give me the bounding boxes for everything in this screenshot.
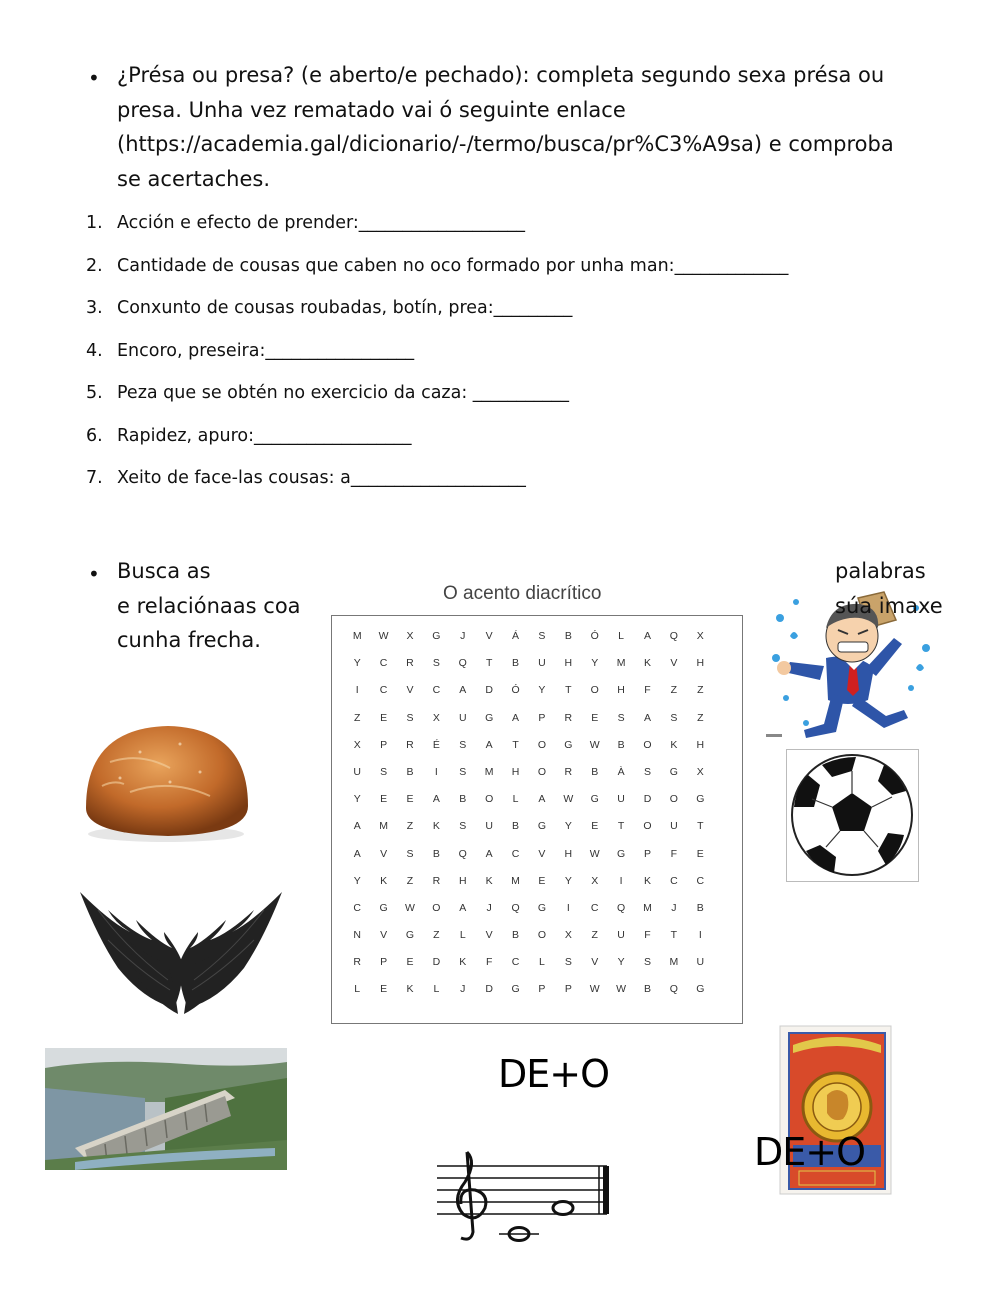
intro-line-2: presa. Unha vez rematado vai ó seguinte enlace bbox=[117, 97, 626, 122]
wordsearch-cell: O bbox=[643, 738, 652, 751]
wordsearch-cell: L bbox=[618, 630, 625, 642]
wordsearch-cell: Q bbox=[617, 901, 626, 914]
wordsearch-cell: T bbox=[485, 657, 493, 670]
question-6 bbox=[86, 419, 886, 462]
wordsearch-cell: E bbox=[406, 956, 414, 969]
wordsearch-cell: U bbox=[353, 765, 361, 778]
wordsearch-cell: A bbox=[459, 684, 467, 697]
wordsearch-cell: W bbox=[589, 983, 600, 996]
wordsearch-row bbox=[344, 982, 713, 1009]
wordsearch-cell: Y bbox=[353, 874, 361, 887]
wordsearch-cell: B bbox=[696, 901, 704, 914]
wordsearch-cell: J bbox=[460, 983, 466, 996]
wordsearch-cell: X bbox=[591, 874, 599, 887]
wordsearch-cell: G bbox=[564, 738, 573, 751]
wordsearch-cell: V bbox=[485, 630, 493, 642]
question-number: 5. bbox=[86, 383, 103, 403]
wordsearch-cell: P bbox=[643, 847, 651, 860]
wordsearch-row bbox=[344, 874, 713, 901]
wings-image bbox=[78, 890, 284, 1026]
instruction-line-2: e relaciónaas coa bbox=[117, 593, 301, 618]
wordsearch-cell: R bbox=[353, 956, 361, 969]
wordsearch-cell: J bbox=[460, 630, 466, 642]
wordsearch-cell: S bbox=[406, 847, 414, 860]
wordsearch-cell: B bbox=[643, 983, 651, 996]
wordsearch-cell: Z bbox=[433, 929, 440, 942]
wordsearch-row bbox=[344, 792, 713, 819]
wordsearch-cell: E bbox=[380, 983, 388, 996]
wordsearch-cell: V bbox=[406, 684, 414, 697]
wordsearch-cell: L bbox=[539, 956, 545, 969]
wordsearch-cell: E bbox=[591, 820, 599, 833]
wordsearch-cell: B bbox=[617, 738, 625, 751]
question-7 bbox=[86, 461, 886, 504]
wordsearch-cell: X bbox=[564, 929, 572, 942]
wordsearch-cell: Á bbox=[512, 630, 520, 642]
wordsearch-cell: A bbox=[353, 820, 361, 833]
instruction-line-1: Busca as bbox=[117, 559, 211, 583]
wordsearch-cell: S bbox=[564, 956, 572, 969]
wordsearch-row bbox=[344, 819, 713, 846]
wordsearch-cell: C bbox=[379, 684, 388, 697]
wordsearch-cell: P bbox=[538, 983, 546, 996]
wordsearch-cell: S bbox=[406, 711, 414, 724]
wordsearch-cell: G bbox=[617, 847, 626, 860]
wordsearch-cell: X bbox=[353, 738, 361, 751]
wordsearch-cell: W bbox=[589, 847, 600, 860]
wordsearch-cell: E bbox=[591, 711, 599, 724]
wordsearch-cell: H bbox=[696, 738, 705, 751]
wordsearch-cell: T bbox=[670, 929, 678, 942]
wordsearch-cell: Y bbox=[538, 684, 546, 697]
wordsearch-cell: O bbox=[537, 738, 547, 751]
wordsearch-cell: S bbox=[459, 738, 467, 751]
wordsearch-cell: Z bbox=[697, 711, 704, 724]
wordsearch-cell: H bbox=[564, 847, 573, 860]
wordsearch-cell: U bbox=[458, 711, 467, 724]
wordsearch-cell: D bbox=[643, 793, 652, 806]
instruction-right bbox=[835, 554, 943, 623]
wordsearch-cell: T bbox=[697, 820, 704, 833]
wordsearch-cell: Y bbox=[617, 956, 625, 969]
wordsearch-cell: G bbox=[379, 901, 388, 914]
wordsearch-cell: D bbox=[485, 983, 493, 996]
wordsearch-cell: A bbox=[538, 793, 546, 806]
wordsearch-cell: W bbox=[563, 793, 574, 806]
wordsearch-cell: G bbox=[537, 901, 547, 914]
wordsearch-cell: I bbox=[698, 929, 702, 942]
instruction-right-line-1: palabras bbox=[835, 559, 926, 583]
wordsearch-cell: C bbox=[511, 847, 520, 860]
question-list bbox=[86, 206, 886, 504]
wordsearch-cell: A bbox=[512, 711, 520, 724]
wordsearch-cell: O bbox=[432, 901, 441, 914]
wordsearch-cell: C bbox=[590, 901, 599, 914]
question-text: Xeito de face-las cousas: a____________________ bbox=[117, 468, 526, 488]
wordsearch-cell: G bbox=[432, 630, 441, 642]
wordsearch-cell: D bbox=[432, 956, 441, 969]
wordsearch-cell: V bbox=[485, 929, 493, 942]
question-3 bbox=[86, 291, 886, 334]
wordsearch-cell: V bbox=[380, 929, 388, 942]
wordsearch-cell: J bbox=[486, 901, 492, 914]
wordsearch-cell: C bbox=[432, 684, 441, 697]
wordsearch-cell: G bbox=[590, 793, 599, 806]
wordsearch-cell: B bbox=[459, 793, 467, 806]
wordsearch-cell: L bbox=[459, 929, 466, 942]
question-4 bbox=[86, 334, 886, 377]
wordsearch-cell: C bbox=[511, 956, 520, 969]
wordsearch-cell: O bbox=[537, 765, 547, 778]
wordsearch-cell: K bbox=[643, 657, 651, 670]
instruction-line-3: cunha frecha. bbox=[117, 628, 261, 652]
wordsearch-cell: O bbox=[643, 820, 652, 833]
wordsearch-cell: G bbox=[511, 983, 520, 996]
wordsearch-cell: E bbox=[380, 793, 388, 806]
wordsearch-cell: M bbox=[484, 765, 494, 778]
wordsearch-cell: Z bbox=[353, 711, 361, 724]
wordsearch-cell: A bbox=[643, 630, 651, 642]
wordsearch-cell: I bbox=[355, 684, 359, 697]
wordsearch-cell: A bbox=[643, 711, 651, 724]
wordsearch-cell: L bbox=[512, 793, 519, 806]
bread-image bbox=[80, 722, 252, 844]
wordsearch-cell: Ó bbox=[511, 684, 520, 697]
wordsearch-cell: K bbox=[643, 874, 651, 887]
wordsearch-cell: S bbox=[380, 765, 388, 778]
question-1 bbox=[86, 206, 886, 249]
wordsearch-cell: R bbox=[406, 738, 414, 751]
wordsearch-cell: U bbox=[538, 657, 546, 670]
wordsearch-cell: U bbox=[617, 929, 625, 942]
wordsearch-cell: Y bbox=[353, 793, 361, 806]
wordsearch-cell: K bbox=[670, 738, 678, 751]
wordsearch-cell: G bbox=[669, 765, 678, 778]
wordsearch-cell: Z bbox=[697, 684, 704, 697]
wordsearch-cell: D bbox=[485, 684, 493, 697]
wordsearch-row bbox=[344, 629, 713, 656]
wordsearch-cell: Y bbox=[353, 657, 361, 670]
wordsearch-cell: Y bbox=[564, 874, 572, 887]
instruction-right-line-2: súa imaxe bbox=[835, 593, 943, 618]
wordsearch-title: O acento diacrítico bbox=[443, 583, 602, 604]
question-number: 4. bbox=[86, 340, 103, 361]
wordsearch-cell: N bbox=[353, 929, 361, 942]
wordsearch-cell: P bbox=[538, 711, 546, 724]
wordsearch-cell: W bbox=[589, 738, 600, 751]
wordsearch-cell: K bbox=[380, 874, 388, 887]
wordsearch-cell: B bbox=[512, 657, 520, 670]
wordsearch-cell: F bbox=[485, 956, 493, 969]
wordsearch-cell: X bbox=[432, 711, 440, 724]
wordsearch-cell: X bbox=[696, 630, 704, 642]
wordsearch-cell: P bbox=[380, 738, 388, 751]
wordsearch-cell: F bbox=[644, 684, 651, 697]
wordsearch-cell: Q bbox=[669, 630, 678, 642]
question-text: Encoro, preseira:_________________ bbox=[117, 340, 415, 361]
wordsearch-cell: O bbox=[485, 793, 494, 806]
wordsearch-cell: G bbox=[696, 983, 705, 996]
question-text: Cantidade de cousas que caben no oco formado por unha man:_____________ bbox=[117, 255, 789, 276]
intro-line-1: ¿Présa ou presa? (e aberto/e pechado): completa segundo sexa présa ou bbox=[117, 63, 885, 87]
wordsearch-cell: M bbox=[379, 820, 388, 833]
wordsearch-cell: Q bbox=[458, 847, 467, 860]
wordsearch-cell: T bbox=[565, 684, 572, 697]
wordsearch-cell: I bbox=[566, 901, 570, 914]
wordsearch-cell: S bbox=[643, 765, 651, 778]
wordsearch-cell: B bbox=[512, 820, 520, 833]
wordsearch-cell: O bbox=[537, 929, 547, 942]
wordsearch-cell: Y bbox=[591, 657, 599, 670]
wordsearch-row bbox=[344, 683, 713, 710]
wordsearch-cell: R bbox=[564, 765, 573, 778]
intro-line-4: se acertaches. bbox=[117, 166, 270, 191]
wordsearch-cell: C bbox=[353, 901, 361, 914]
wordsearch-cell: G bbox=[696, 793, 705, 806]
wordsearch-cell: S bbox=[617, 711, 625, 724]
wordsearch-cell: C bbox=[696, 874, 705, 887]
question-text: Conxunto de cousas roubadas, botín, prea:_________ bbox=[117, 298, 573, 318]
wordsearch-grid bbox=[344, 629, 713, 1010]
wordsearch-cell: V bbox=[538, 847, 546, 860]
question-number: 1. bbox=[86, 213, 103, 233]
wordsearch-cell: T bbox=[512, 738, 519, 751]
wordsearch-cell: M bbox=[616, 657, 626, 670]
wordsearch-cell: Q bbox=[511, 901, 520, 914]
deo-clue-center: DE+O bbox=[498, 1052, 610, 1096]
wordsearch-cell: C bbox=[379, 657, 388, 670]
wordsearch-cell: W bbox=[616, 983, 627, 996]
bullet-1: • bbox=[88, 66, 100, 90]
question-2 bbox=[86, 249, 886, 292]
wordsearch-cell: V bbox=[591, 956, 599, 969]
wordsearch-cell: F bbox=[670, 847, 678, 860]
wordsearch-cell: H bbox=[564, 657, 573, 670]
wordsearch-cell: K bbox=[406, 983, 414, 996]
wordsearch-cell: E bbox=[696, 847, 704, 860]
wordsearch-cell: R bbox=[564, 711, 573, 724]
wordsearch-cell: Ó bbox=[590, 630, 599, 642]
wordsearch-cell: A bbox=[459, 901, 467, 914]
wordsearch-cell: H bbox=[511, 765, 520, 778]
wordsearch-row bbox=[344, 955, 713, 982]
wordsearch-cell: Z bbox=[406, 820, 414, 833]
wordsearch-cell: S bbox=[432, 657, 440, 670]
wordsearch-cell: K bbox=[432, 820, 440, 833]
wordsearch-cell: B bbox=[512, 929, 520, 942]
wordsearch-cell: U bbox=[485, 820, 493, 833]
wordsearch-cell: Z bbox=[670, 684, 678, 697]
wordsearch-cell: L bbox=[433, 983, 440, 996]
instruction-left bbox=[117, 554, 301, 658]
wordsearch-cell: Q bbox=[458, 657, 467, 670]
wordsearch-cell: H bbox=[696, 657, 705, 670]
wordsearch-cell: S bbox=[670, 711, 678, 724]
wordsearch-cell: A bbox=[353, 847, 361, 860]
wordsearch-cell: Z bbox=[591, 929, 598, 942]
wordsearch-cell: Q bbox=[669, 983, 678, 996]
wordsearch-cell: R bbox=[432, 874, 441, 887]
wordsearch-cell: H bbox=[617, 684, 625, 697]
wordsearch-cell: E bbox=[538, 874, 546, 887]
wordsearch-cell: E bbox=[406, 793, 414, 806]
wordsearch-cell: I bbox=[619, 874, 623, 887]
wordsearch-cell: F bbox=[644, 929, 651, 942]
wordsearch-cell: O bbox=[590, 684, 599, 697]
wordsearch-cell: B bbox=[406, 765, 414, 778]
wordsearch-cell: W bbox=[378, 630, 389, 642]
wordsearch-cell: A bbox=[485, 738, 493, 751]
wordsearch-cell: V bbox=[380, 847, 388, 860]
wordsearch-row bbox=[344, 928, 713, 955]
wordsearch-cell: S bbox=[459, 820, 467, 833]
music-staff-image bbox=[437, 1150, 613, 1242]
dam-image bbox=[45, 1048, 287, 1170]
wordsearch-row bbox=[344, 765, 713, 792]
wordsearch-cell: Y bbox=[564, 820, 572, 833]
question-text: Peza que se obtén no exercicio da caza: ___________ bbox=[117, 383, 570, 403]
wordsearch-row bbox=[344, 656, 713, 683]
wordsearch-cell: U bbox=[670, 820, 678, 833]
wordsearch-cell: À bbox=[617, 765, 625, 778]
wordsearch-box bbox=[331, 615, 743, 1024]
wordsearch-cell: X bbox=[406, 630, 414, 642]
wordsearch-cell: K bbox=[485, 874, 493, 887]
wordsearch-row bbox=[344, 711, 713, 738]
question-text: Rapidez, apuro:__________________ bbox=[117, 425, 412, 446]
wordsearch-cell: S bbox=[643, 956, 651, 969]
wordsearch-cell: C bbox=[670, 874, 678, 887]
question-number: 2. bbox=[86, 255, 103, 276]
wordsearch-cell: G bbox=[485, 711, 494, 724]
wordsearch-cell: L bbox=[354, 983, 361, 996]
wordsearch-cell: O bbox=[669, 793, 678, 806]
wordsearch-cell: U bbox=[617, 793, 625, 806]
wordsearch-cell: G bbox=[405, 929, 415, 942]
wordsearch-cell: U bbox=[696, 956, 705, 969]
wordsearch-cell: R bbox=[406, 657, 414, 670]
wordsearch-row bbox=[344, 847, 713, 874]
wordsearch-row bbox=[344, 738, 713, 765]
wordsearch-cell: A bbox=[432, 793, 440, 806]
question-number: 3. bbox=[86, 298, 103, 318]
wordsearch-cell: S bbox=[459, 765, 467, 778]
wordsearch-cell: B bbox=[591, 765, 599, 778]
wordsearch-cell: K bbox=[459, 956, 467, 969]
wordsearch-cell: B bbox=[564, 630, 572, 642]
wordsearch-cell: V bbox=[670, 657, 678, 670]
wordsearch-cell: P bbox=[564, 983, 572, 996]
wordsearch-row bbox=[344, 901, 713, 928]
soccer-ball-image bbox=[786, 749, 919, 882]
wordsearch-cell: B bbox=[432, 847, 440, 860]
wordsearch-cell: T bbox=[617, 820, 625, 833]
question-number: 7. bbox=[86, 468, 103, 488]
intro-line-3: (https://academia.gal/dicionario/-/termo/busca/pr%C3%A9sa) e comproba bbox=[117, 132, 894, 156]
wordsearch-cell: Z bbox=[406, 874, 414, 887]
wordsearch-cell: M bbox=[352, 630, 362, 642]
wordsearch-cell: M bbox=[643, 901, 652, 914]
wordsearch-cell: M bbox=[511, 874, 520, 887]
question-5 bbox=[86, 376, 886, 419]
wordsearch-cell: X bbox=[696, 765, 704, 778]
wordsearch-cell: W bbox=[405, 901, 415, 914]
wordsearch-cell: I bbox=[434, 765, 438, 778]
wordsearch-cell: P bbox=[380, 956, 388, 969]
wordsearch-cell: S bbox=[538, 630, 546, 642]
wordsearch-cell: E bbox=[380, 711, 388, 724]
wordsearch-cell: J bbox=[671, 901, 677, 914]
wordsearch-cell: A bbox=[485, 847, 493, 860]
deo-clue-card: DE+O bbox=[754, 1130, 866, 1174]
question-text: Acción e efecto de prender:___________________ bbox=[117, 213, 526, 233]
question-number: 6. bbox=[86, 425, 103, 446]
intro-paragraph bbox=[117, 58, 977, 196]
bullet-2: • bbox=[88, 562, 100, 586]
wordsearch-cell: É bbox=[432, 738, 440, 751]
wordsearch-cell: G bbox=[537, 820, 547, 833]
wordsearch-cell: H bbox=[458, 874, 467, 887]
wordsearch-cell: M bbox=[669, 956, 679, 969]
